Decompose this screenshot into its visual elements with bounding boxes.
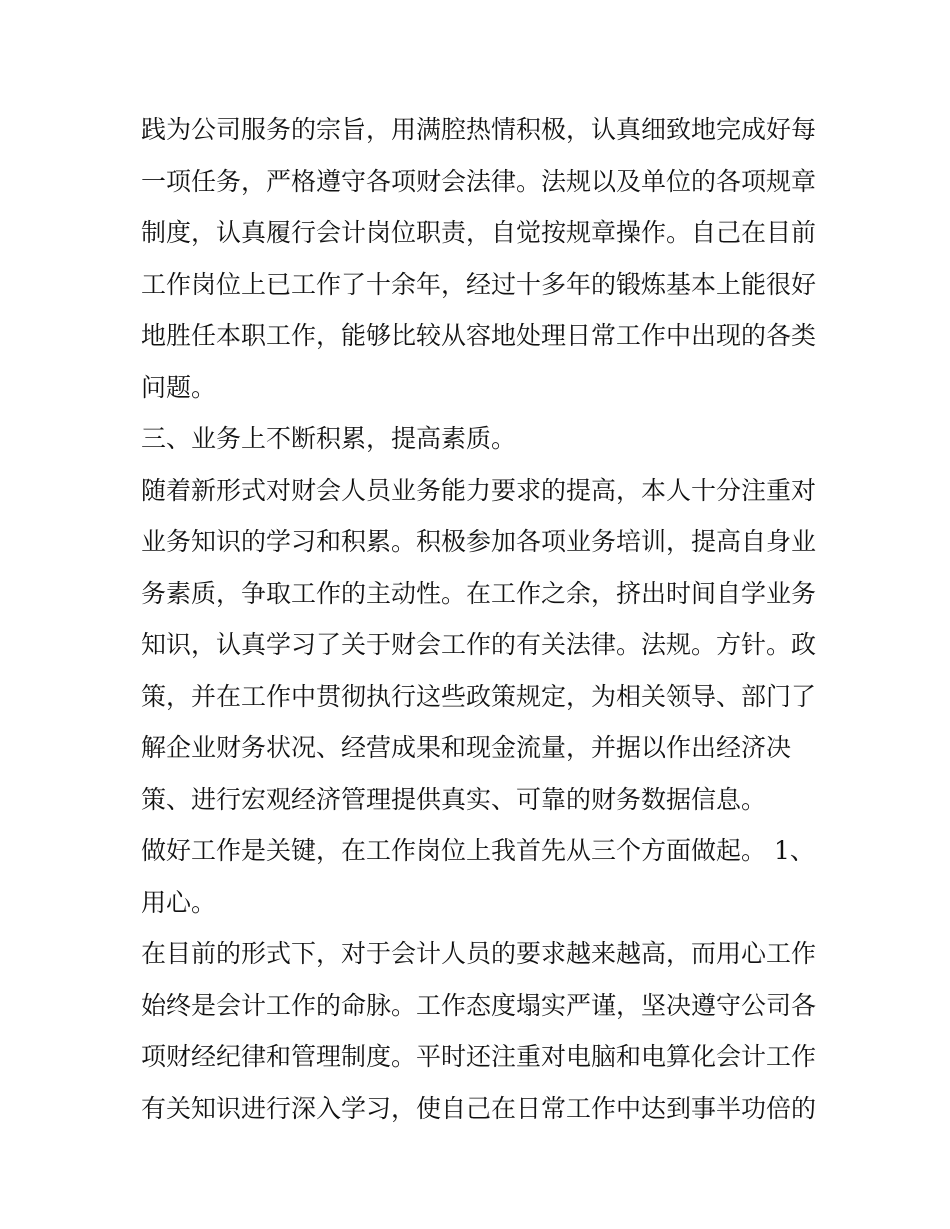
text-line: 在目前的形式下，对于会计人员的要求越来越高，而用心工作: [141, 939, 817, 968]
text-line: 项财经纪律和管理制度。平时还注重对电脑和电算化会计工作: [141, 1042, 817, 1071]
text-line: 策、进行宏观经济管理提供真实、可靠的财务数据信息。: [141, 784, 767, 814]
text-line: 随着新形式对财会人员业务能力要求的提高，本人十分注重对: [141, 475, 817, 505]
text-line: 问题。: [141, 372, 217, 402]
text-line: 做好工作是关键，在工作岗位上我首先从三个方面做起。 1、: [141, 836, 815, 865]
section-heading: 三、业务上不断积累，提高素质。: [141, 424, 517, 453]
text-line: 工作岗位上已工作了十余年，经过十多年的锻炼基本上能很好: [141, 269, 817, 299]
document-body: [141, 104, 821, 1134]
text-line: 知识，认真学习了关于财会工作的有关法律。法规。方针。政: [141, 630, 817, 659]
text-line: 策，并在工作中贯彻执行这些政策规定，为相关领导、部门了: [141, 681, 817, 711]
text-line: 解企业财务状况、经营成果和现金流量，并据以作出经济决: [141, 733, 792, 762]
text-line: 地胜任本职工作，能够比较从容地处理日常工作中出现的各类: [141, 321, 817, 350]
text-line: 制度，认真履行会计岗位职责，自觉按规章操作。自己在目前: [141, 218, 817, 247]
text-line: 践为公司服务的宗旨，用满腔热情积极，认真细致地完成好每: [141, 115, 817, 144]
text-line: 始终是会计工作的命脉。工作态度塌实严谨，坚决遵守公司各: [141, 990, 817, 1020]
text-line: 用心。: [141, 887, 217, 917]
text-line: 有关知识进行深入学习，使自己在日常工作中达到事半功倍的: [141, 1093, 817, 1123]
text-line: 务素质，争取工作的主动性。在工作之余，挤出时间自学业务: [141, 578, 817, 608]
text-line: 一项任务，严格遵守各项财会法律。法规以及单位的各项规章: [141, 166, 817, 196]
text-line: 业务知识的学习和积累。积极参加各项业务培训，提高自身业: [141, 527, 817, 556]
